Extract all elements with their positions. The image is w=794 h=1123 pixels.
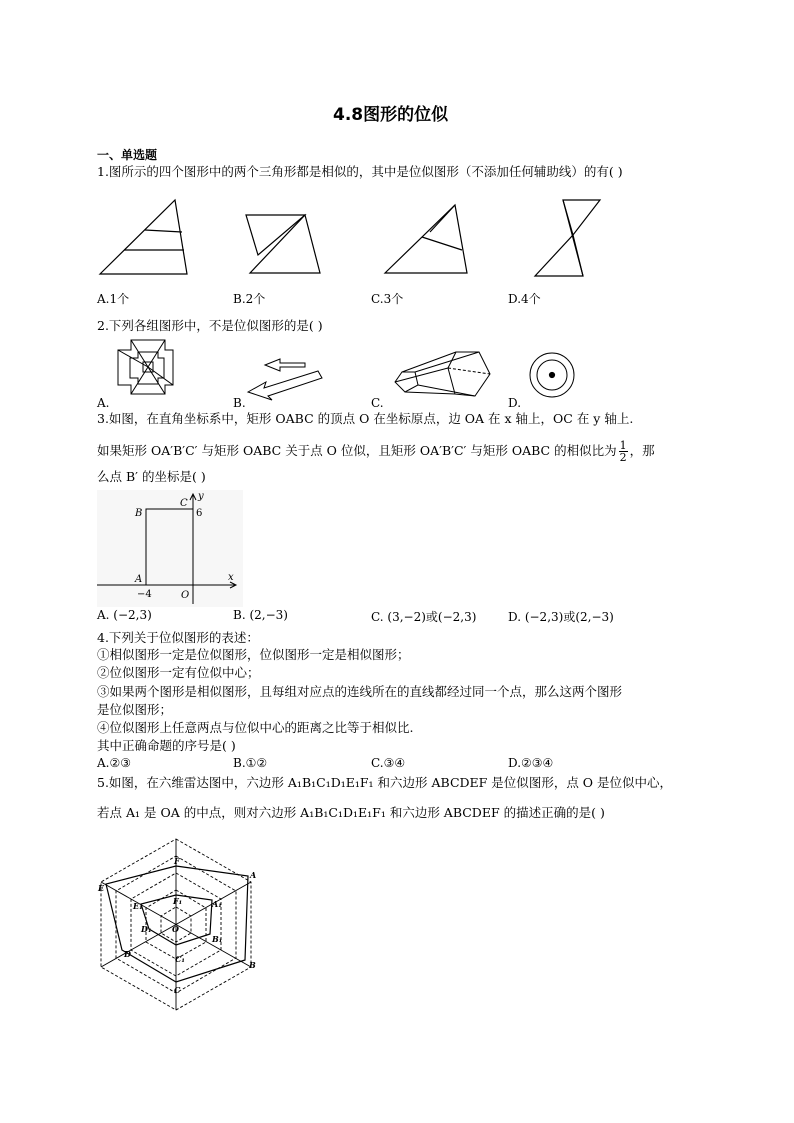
q4-statement-1: ①相似图形一定是位似图形，位似图形一定是相似图形； — [97, 647, 410, 662]
q1-option-b[interactable]: B.2个 — [233, 292, 266, 306]
q5-label-e: E — [98, 883, 105, 893]
q4-statement-3b: 是位似图形； — [97, 702, 173, 717]
q4-statement-2: ②位似图形一定有位似中心； — [97, 665, 260, 680]
q4-statement-3a: ③如果两个图形是相似图形，且每组对应点的连线所在的直线都经过同一个点，那么这两个图形 — [97, 684, 623, 699]
q3-option-d[interactable]: D. (−2,3)或(2,−3) — [508, 610, 614, 624]
q3-label-6: 6 — [196, 508, 203, 519]
q5-label-c: C — [174, 985, 181, 995]
q4-option-c[interactable]: C.③④ — [371, 756, 406, 770]
q2-option-d[interactable]: D. — [508, 396, 522, 410]
q3-label-y: y — [198, 491, 204, 502]
q4-option-b[interactable]: B.①② — [233, 756, 268, 770]
q3-label-o: O — [181, 590, 190, 601]
q5-label-f1: F₁ — [173, 896, 183, 906]
q3-line2-text: 如果矩形 OA′B′C′ 与矩形 OABC 关于点 O 位似，且矩形 OA′B′C′ 与矩形 OABC 的相似比为 — [97, 443, 617, 458]
q1-option-c[interactable]: C.3个 — [371, 292, 404, 306]
q5-label-f: F — [174, 856, 180, 866]
q5-label-b: B — [249, 960, 256, 970]
q5-label-a: A — [250, 870, 257, 880]
q2-option-a[interactable]: A. — [97, 396, 110, 410]
q3-option-a[interactable]: A. (−2,3) — [97, 608, 152, 622]
q2-option-c[interactable]: C. — [371, 396, 384, 410]
q3-label-x: x — [228, 572, 234, 583]
q5-label-c1: C₁ — [175, 954, 185, 964]
q1-option-d[interactable]: D.4个 — [508, 292, 541, 306]
q3-line2-tail: ，那 — [629, 443, 655, 458]
q5-label-b1: B₁ — [212, 934, 223, 944]
q4-option-a[interactable]: A.②③ — [97, 756, 131, 770]
q3-label-minus4: −4 — [137, 589, 152, 600]
q5-label-a1: A₁ — [212, 899, 222, 909]
q4-ask: 其中正确命题的序号是( ) — [97, 738, 236, 753]
q5-line1: 5.如图，在六维雷达图中，六边形 A₁B₁C₁D₁E₁F₁ 和六边形 ABCDEF 是位似图形，点 O 是位似中心， — [97, 775, 673, 790]
q3-line3: 么点 B′ 的坐标是( ) — [97, 469, 206, 484]
q5-label-o: O — [172, 924, 179, 934]
q1-stem: 1.图所示的四个图形中的两个三角形都是相似的，其中是位似图形（不添加任何辅助线）的有( ) — [97, 164, 623, 179]
q4-statement-4: ④位似图形上任意两点与位似中心的距离之比等于相似比. — [97, 720, 414, 735]
q4-option-d[interactable]: D.②③④ — [508, 756, 554, 770]
page-title: 4.8图形的位似 — [333, 105, 449, 125]
q3-label-b: B — [135, 508, 143, 519]
q5-label-d: D — [124, 949, 131, 959]
q5-line2: 若点 A₁ 是 OA 的中点，则对六边形 A₁B₁C₁D₁E₁F₁ 和六边形 ABCDEF 的描述正确的是( ) — [97, 805, 605, 820]
section-heading: 一、单选题 — [97, 148, 158, 162]
q3-label-a: A — [135, 574, 143, 585]
q5-label-d1: D₁ — [141, 924, 152, 934]
q4-stem: 4.下列关于位似图形的表述： — [97, 630, 259, 645]
q3-label-c: C — [180, 498, 188, 509]
q3-option-b[interactable]: B. (2,−3) — [233, 608, 288, 622]
q1-option-a[interactable]: A.1个 — [97, 292, 130, 306]
q5-label-e1: E₁ — [133, 901, 143, 911]
q3-frac-den: 2 — [619, 451, 627, 464]
q2-option-b[interactable]: B. — [233, 396, 246, 410]
q3-frac-num: 1 — [619, 439, 627, 452]
q2-stem: 2.下列各组图形中，不是位似图形的是( ) — [97, 318, 323, 333]
q3-option-c[interactable]: C. (3,−2)或(−2,3) — [371, 610, 477, 624]
q3-line1: 3.如图，在直角坐标系中，矩形 OABC 的顶点 O 在坐标原点，边 OA 在 x 轴上，OC 在 y 轴上. — [97, 411, 634, 426]
